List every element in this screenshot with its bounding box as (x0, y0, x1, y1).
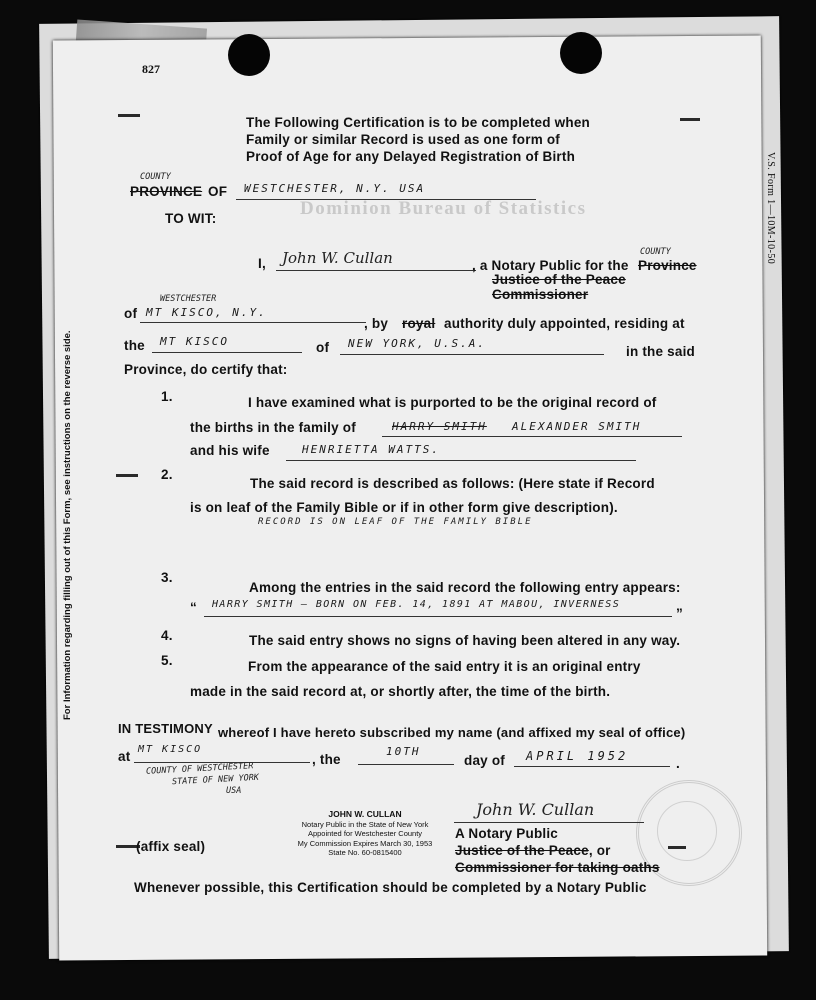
declarant-line (276, 270, 476, 271)
of-value: MT KISCO, N.Y. (146, 306, 267, 319)
item-4-text: The said entry shows no signs of having been altered in any way. (249, 633, 681, 648)
item-3-number: 3. (161, 570, 173, 585)
i-label: I, (258, 256, 266, 271)
edge-mark (116, 474, 138, 477)
stamp-line-3: My Commission Expires March 30, 1953 (297, 838, 433, 848)
form-number: V.S. Form 1—10M-10-50 (765, 152, 776, 265)
item-2-text-2: is on leaf of the Family Bible or if in other form give description). (190, 500, 618, 515)
testimony-the-label: , the (312, 752, 341, 767)
of-insert: WESTCHESTER (160, 294, 217, 304)
testimony-month-line (514, 766, 670, 767)
item-1-wife-line (286, 460, 636, 461)
testimony-at-value: MT KISCO (138, 744, 203, 755)
province-certify-text: Province, do certify that: (124, 362, 288, 377)
of-label-3: of (316, 340, 330, 355)
stamp-line-4: State No. 60-0815400 (328, 848, 402, 857)
header-line-1: The Following Certification is to be completed when (246, 115, 590, 130)
item-1-family-line (382, 436, 682, 437)
the-value: MT KISCO (160, 335, 229, 348)
item-3-value: HARRY SMITH – BORN ON FEB. 14, 1891 AT MABOU, INVERNESS (212, 599, 621, 610)
signature-line (454, 822, 644, 823)
item-5-text-2: made in the said record at, or shortly after, the time of the birth. (190, 684, 611, 699)
province-struck: Province (638, 258, 697, 273)
item-1-struck-name: HARRY SMITH (392, 420, 487, 433)
notary-signature: John W. Cullan (476, 800, 595, 819)
declarant-name: John W. Cullan (282, 249, 393, 267)
the-line (152, 352, 302, 353)
the-label: the (124, 338, 145, 353)
by-text: , by (364, 316, 389, 331)
item-5-number: 5. (161, 653, 173, 668)
royal-struck: royal (402, 316, 436, 331)
justice-struck: Justice of the Peace (492, 272, 626, 287)
province-label: PROVINCE (130, 184, 203, 199)
testimony-month: APRIL 1952 (526, 749, 629, 763)
item-3-close-quote: ” (676, 606, 683, 621)
testimony-day: 10TH (386, 745, 421, 758)
of-label-2: of (124, 306, 138, 321)
commissioner-struck: Commissioner (492, 287, 589, 302)
punch-hole-left (228, 34, 270, 76)
place-line (236, 199, 536, 200)
item-3-text: Among the entries in the said record the following entry appears: (249, 580, 681, 595)
to-wit-label: TO WIT: (165, 211, 217, 226)
place-value: WESTCHESTER, N.Y. USA (244, 182, 426, 195)
county-note-2: STATE OF NEW YORK (171, 772, 260, 788)
background-watermark: Dominion Bureau of Statistics (300, 198, 587, 219)
role-commissioner: Commissioner for taking oaths (455, 860, 660, 875)
stamp-name: JOHN W. CULLAN (328, 809, 402, 819)
side-instruction-note: For Information regarding filling out of this Form, see instructions on the reverse side. (62, 330, 73, 720)
item-1-text: I have examined what is purported to be the original record of (248, 395, 657, 410)
testimony-day-line (358, 764, 454, 765)
county-insert-2: COUNTY (640, 247, 671, 257)
of-line (140, 322, 366, 323)
stamp-line-2: Appointed for Westchester County (307, 829, 423, 838)
item-1-family: ALEXANDER SMITH (512, 420, 642, 433)
item-1-number: 1. (161, 389, 173, 404)
footer-note: Whenever possible, this Certification should be completed by a Notary Public (134, 880, 647, 895)
item-2-value: RECORD IS ON LEAF OF THE FAMILY BIBLE (258, 517, 533, 527)
notary-rubber-stamp (290, 810, 440, 858)
notary-text: , a Notary Public for the (472, 258, 629, 273)
county-note-3: USA (226, 786, 242, 796)
county-insert: COUNTY (140, 172, 171, 182)
item-3-line (204, 616, 672, 617)
header-line-2: Family or similar Record is used as one form of (246, 132, 560, 147)
role-justice (455, 843, 611, 858)
of2-line (340, 354, 604, 355)
role-notary: A Notary Public (455, 826, 559, 841)
item-1-wife: HENRIETTA WATTS. (302, 443, 440, 456)
corner-mark: 827 (142, 62, 160, 76)
item-1-births: the births in the family of (190, 420, 356, 435)
item-2-text: The said record is described as follows: (Here state if Record (250, 476, 655, 491)
testimony-lead: IN TESTIMONY (118, 721, 213, 736)
testimony-text: whereof I have hereto subscribed my name (and affixed my seal of office) (218, 725, 686, 740)
testimony-day-label: day of (464, 753, 505, 768)
edge-mark (680, 118, 700, 121)
item-3-open-quote: “ (190, 600, 197, 615)
role-justice-struck: Justice of the Peace (455, 843, 589, 858)
testimony-period: . (676, 756, 680, 771)
in-said-text: in the said (626, 344, 695, 359)
item-2-number: 2. (161, 467, 173, 482)
punch-hole-right (560, 32, 602, 74)
of2-value: NEW YORK, U.S.A. (348, 337, 486, 350)
item-1-wife-label: and his wife (190, 443, 270, 458)
edge-mark (118, 114, 140, 117)
item-4-number: 4. (161, 628, 173, 643)
header-line-3: Proof of Age for any Delayed Registration of Birth (246, 149, 576, 164)
testimony-at-label: at (118, 749, 131, 764)
of-label: OF (208, 184, 228, 199)
item-5-text: From the appearance of the said entry it is an original entry (248, 659, 641, 674)
stamp-line-1: Notary Public in the State of New York (301, 819, 429, 829)
county-note-1: COUNTY OF WESTCHESTER (145, 761, 254, 777)
authority-text: authority duly appointed, residing at (444, 316, 685, 331)
role-justice-tail: , or (588, 843, 611, 858)
affix-seal-label: (affix seal) (136, 839, 206, 854)
